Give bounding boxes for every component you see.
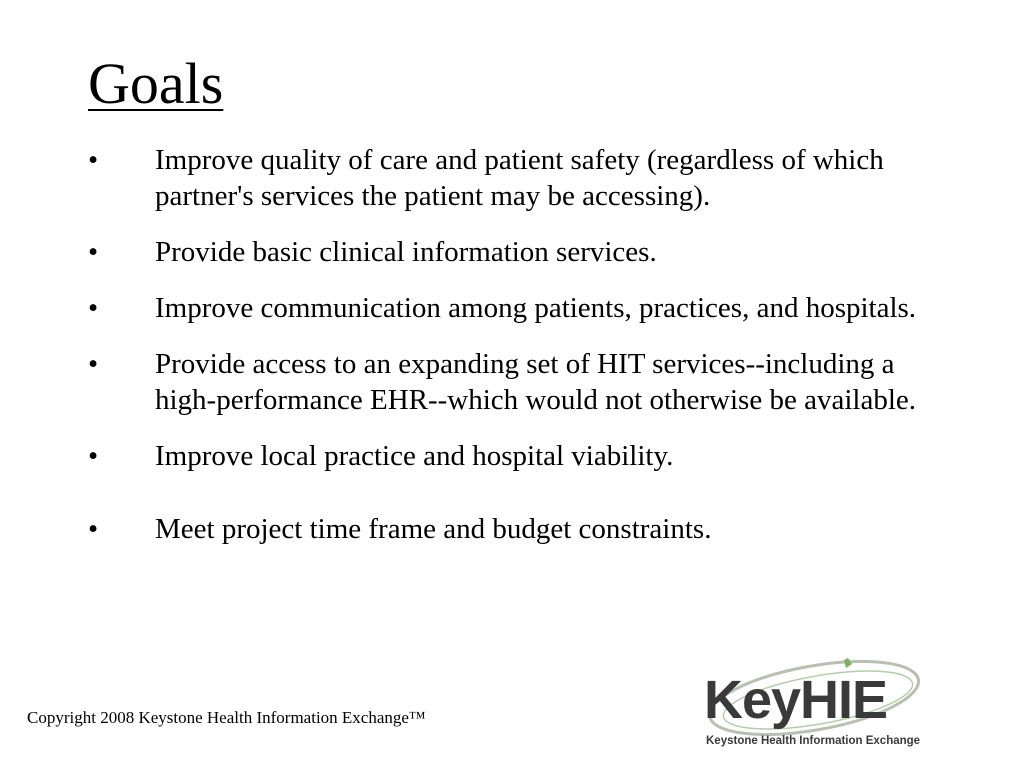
bullet-icon: •: [88, 513, 99, 545]
goal-text: Improve communication among patients, practices, and hospitals.: [155, 292, 917, 324]
goal-item-quality: [88, 142, 948, 214]
bullet-icon: •: [88, 144, 99, 176]
copyright-notice: Copyright 2008 Keystone Health Information Exchange™: [27, 708, 426, 727]
goal-item-hit-services: [88, 346, 948, 418]
logo-tagline: Keystone Health Information Exchange: [706, 735, 921, 747]
bullet-icon: •: [88, 236, 99, 268]
goal-item-constraints: [88, 511, 948, 547]
keyhie-logo-graphic: [696, 652, 952, 756]
slide-title: Goals: [88, 51, 224, 116]
goal-text: Improve local practice and hospital viability.: [155, 440, 674, 472]
goal-item-communication: [88, 290, 948, 326]
logo-wordmark: KeyHIE: [704, 670, 888, 730]
goals-list: [88, 142, 948, 567]
goal-item-clinical-services: [88, 234, 948, 270]
bullet-icon: •: [88, 440, 99, 472]
keyhie-logo: [696, 652, 952, 756]
goal-text: Meet project time frame and budget constraints.: [155, 513, 712, 545]
bullet-icon: •: [88, 348, 99, 380]
logo-accent-mark: [844, 658, 852, 668]
goal-text: Provide access to an expanding set of HIT services--including a high-performance EHR--which would not otherwise be available.: [155, 348, 916, 416]
goal-text: Improve quality of care and patient safety (regardless of which partner's services the patient may be accessing).: [155, 144, 884, 212]
bullet-icon: •: [88, 292, 99, 324]
goal-item-viability: [88, 438, 948, 474]
goal-text: Provide basic clinical information services.: [155, 236, 657, 268]
